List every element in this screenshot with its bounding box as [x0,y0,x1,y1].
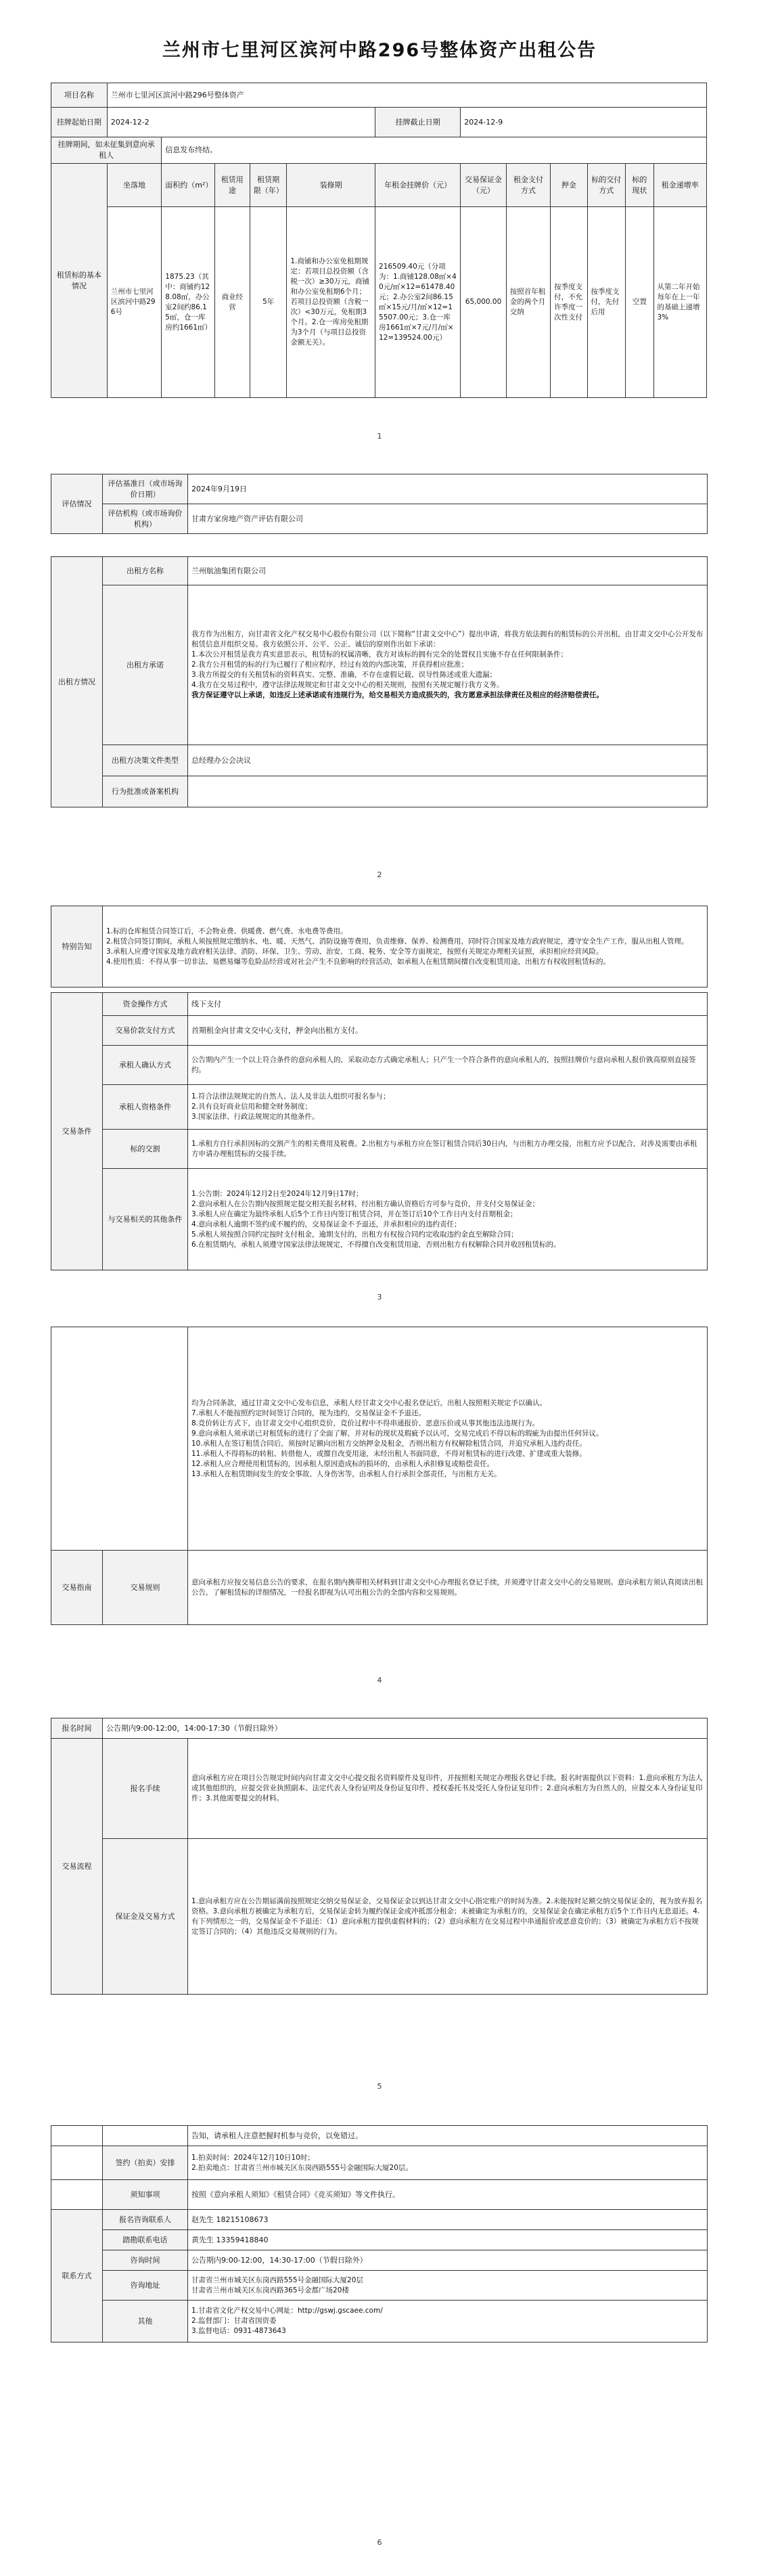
other-item: 2.监督部门：甘肃省国资委 [191,2317,277,2325]
apply-label: 报名手续 [103,1739,188,1839]
page-title: 兰州市七里河区滨河中路296号整体资产出租公告 [162,40,597,61]
blank-cell [51,2180,103,2210]
notice-label: 须知事项 [103,2180,188,2210]
continued-item: 8.竞价转让方式下，由甘肃文交中心组织竞价，竞价过程中不得串通报价、恶意压价或从事其他违法违规行为。 [191,1419,540,1427]
other-item: 3.监督电话：0931-4873643 [191,2327,286,2335]
sign-label: 签约（拍卖）安排 [103,2146,188,2180]
lessor-table [51,556,708,807]
eval-label: 评估情况 [51,474,103,534]
guide-label: 交易指南 [51,1551,103,1625]
deposit-mode-value: 1.意向承租方应在公告期届满前按照规定交纳交易保证金，交易保证金以到达甘肃文交中心指定账户的时间为准。2.未能按时足额交纳交易保证金的，视为放弃报名资格。3.意向承租方被确定为承租方后，交易保证金转为履约保证金或冲抵部分租金；未被确定为承租方的，交易保证金在确定承租方后5个工作日内无息退还。4.有下列情形之一的，交易保证金不予退还：（1）意向承租方提供虚假材料的；（2）意向承租方在交易过程中串通报价或恶意竞价的；（3）被确定为承租方后不按规定签订合同的；（4）其他违反交易规则的行为。 [188,1839,708,1995]
continued-item: 9.意向承租人须承诺已对租赁标的进行了全面了解，并对标的现状及瑕疵予以认可，交易完成后不得以标的瑕疵为由提出任何异议。 [191,1429,603,1438]
qual-label: 承租人资格条件 [103,1085,188,1130]
rule-label: 交易规则 [103,1551,188,1625]
page-number: 2 [377,870,382,879]
col-delivery: 标的交付方式 [587,164,626,207]
eval-date-label: 评估基准日（或市场询价日期） [103,474,188,504]
commit-item: 3.我方所提交的有关租赁标的资料真实、完整、准确，不存在虚假记载、误导性陈述或重大遗漏； [191,671,497,679]
contact-table [51,2125,708,2342]
basic-info-table [51,83,707,398]
cell-payment: 按照首年租金的两个月交纳 [506,207,550,398]
cell-decoration: 1.商铺和办公室免租期规定：若项目总投资额（含税一次）≥30万元，商铺和办公室免租期6个月；若项目总投资额（含税一次）<30万元，免租期3个月。2.仓一库房免租期为3个月（与项目总投资金额无关）。 [287,207,375,398]
qual-item: 1.符合法律法规规定的自然人、法人及非法人组织可报名参与； [191,1092,390,1101]
cell-status: 空置 [626,207,653,398]
fund-value: 线下支付 [188,993,708,1016]
project-name-value: 兰州市七里河区滨河中路296号整体资产 [107,83,706,108]
special-content [103,906,708,987]
other-cond-item: 1.公告期：2024年12月2日至2024年12月9日17时； [191,1189,363,1198]
start-date-value: 2024-12-2 [107,108,375,137]
cell-delivery: 按季度支付，先付后用 [587,207,626,398]
view-phone-label: 踏勘联系电话 [103,2230,188,2250]
qual-content [188,1085,708,1130]
eval-org-value: 甘肃方家房地产资产评估有限公司 [188,504,708,534]
sign-content [188,2146,708,2180]
other-cond-content [188,1169,708,1270]
end-date-value: 2024-12-9 [461,108,707,137]
continued-item: 13.承租人在租赁期间发生的安全事故、人身伤害等，由承租人自行承担全部责任，与出租方无关。 [191,1469,501,1478]
view-phone-value: 黄先生 13359418840 [188,2230,708,2250]
lessor-label: 出租方情况 [51,557,103,807]
special-item: 2.租赁合同签订期间，承租人须按照规定缴纳水、电、暖、天然气、消防设施等费用，负责维修、保养、检测费用，同时符合国家及地方政府规定，遵守安全生产工作，服从出租人管理。 [106,937,689,946]
col-payment: 租金支付方式 [506,164,550,207]
other-cond-item: 4.意向承租人逾期不签约或不履约的，交易保证金不予退还，并承担相应的违约责任； [191,1220,461,1228]
blank-cell [51,2146,103,2180]
trade-table [51,992,708,1270]
commit-item: 2.我方公开租赁的标的行为已履行了相应程序，经过有效的内部决策，并获得相应批准； [191,661,469,669]
lessee-confirm-value: 公告期内产生一个以上符合条件的意向承租人的，采取动态方式确定承租人；只产生一个符合条件的意向承租人的，按照挂牌价与意向承租人报价孰高原则直接签约。 [188,1046,708,1085]
intent-value: 信息发布终结。 [162,137,707,164]
other-item: 1.甘肃省文化产权交易中心网址：http://gswj.gscaee.com/ [191,2307,383,2315]
commit-label: 出租方承诺 [103,585,188,745]
continued-item: 10.承租人在签订租赁合同后，须按时足额向出租方交纳押金及租金，否则出租方有权解除租赁合同，并追究承租人违约责任。 [191,1439,586,1448]
cell-area: 1875.23（其中：商铺约128.08㎡，办公室2间约86.15㎡，仓一库房约1661㎡） [162,207,214,398]
continued-item: 均为合同条款，通过甘肃文交中心发布信息，承租人经甘肃文交中心报名登记后，出租人按照相关规定予以确认。 [191,1398,547,1407]
page-number: 6 [377,2538,382,2547]
reg-time-label: 报名时间 [51,1718,103,1739]
col-status: 标的现状 [626,164,653,207]
flow-table [51,1718,708,1995]
special-table [51,906,708,987]
other-content [188,2301,708,2342]
lessor-name-label: 出租方名称 [103,557,188,585]
basic-info-label: 租赁标的基本情况 [51,164,108,398]
decision-type-value: 总经理办公会决议 [188,745,708,776]
commit-item: 1.本次公开租赁是我方真实意思表示，租赁标的权属清晰，我方对该标的拥有完全的处置权且实施不存在任何限制条件； [191,650,568,659]
deliver-value: 1.承租方自行承担因标的交割产生的相关费用及税费。2.出租方与承租方应在签订租赁合同后30日内，与出租方办理交接，出租方应予以配合，对涉及需要由承租方申请办理租赁标的交接手续。 [188,1130,708,1169]
approval-value [188,776,708,807]
cell-pledge: 按季度支付，不允许季度一次性支付 [551,207,587,398]
deposit-mode-label: 保证金及交易方式 [103,1839,188,1995]
other-label: 其他 [103,2301,188,2342]
consult-addr-label: 咨询地址 [103,2271,188,2301]
special-item: 3.承租人应遵守国家及地方政府相关法律、消防、环保、卫生、劳动、治安、工商、税务、安全等方面规定，按照有关规定办理相关证照，承担相应经营风险。 [106,947,603,956]
col-location: 坐落地 [107,164,162,207]
pay-label: 交易价款支付方式 [103,1016,188,1046]
intent-label: 挂牌期间，如未征集到意向承租人 [51,137,162,164]
qual-item: 2.具有良好商业信用和健全财务制度； [191,1103,313,1111]
apply-value: 意向承租方应在项目公告规定时间内向甘肃文交中心提交报名资料原件及复印件，并按照相关规定办理报名登记手续。报名时需提供以下资料：1.意向承租方为法人或其他组织的，应提交营业执照副本、法定代表人身份证明及身份证复印件、授权委托书及受托人身份证复印件；2.意向承租方为自然人的，应提交本人身份证复印件；3.其他需要提交的材料。 [188,1739,708,1839]
continued-item: 12.承租人应合理使用租赁标的，因承租人原因造成标的损坏的，由承租人承担修复或赔偿责任。 [191,1459,495,1468]
cell-rent: 216509.40元（分项为：1.商铺128.08㎡×40元/㎡×12=61478.40元；2.办公室2间86.15㎡×15元/月/㎡×12=15507.00元；3.仓一库房1661㎡×7元/月/㎡×12=139524.00元） [375,207,461,398]
special-item: 1.标的仓库租赁合同签订后，不会物业费、供暖费、燃气费、水电费等费用。 [106,927,348,935]
cell-location: 兰州市七里河区滨河中路296号 [107,207,162,398]
lessor-name-value: 兰州航油集团有限公司 [188,557,708,585]
other-cond-item: 6.在租赁期内，承租人须遵守国家法律法规规定，不得擅自改变租赁用途，否则出租方有权解除合同并收回租赁标的。 [191,1240,561,1249]
special-item: 4.使用性质：不得从事一切非法、易燃易爆等危险品经营或对社会产生不良影响的经营活动，如承租人在租赁期间擅自改变租赁用途，出租方有权收回租赁标的。 [106,957,611,966]
reg-contact-value: 赵先生 18215108673 [188,2210,708,2230]
evaluation-table [51,474,708,534]
commit-content [188,585,708,745]
commit-intro: 我方作为出租方，向甘肃省文化产权交易中心股份有限公司（以下简称“甘肃文交中心”）提出申请，将我方依法拥有的租赁标的公开出租，由甘肃文交中心公开发布租赁信息并组织交易。我方依照公开、公平、公正、诚信的原则作出如下承诺： [191,630,704,648]
consult-time-label: 咨询时间 [103,2250,188,2271]
col-use: 租赁用途 [214,164,250,207]
consult-addr-content [188,2271,708,2301]
col-increase: 租金递增率 [653,164,706,207]
sign-item: 2.拍卖地点：甘肃省兰州市城关区东岗西路555号金融国际大厦20层。 [191,2163,413,2172]
consult-addr-line: 甘肃省兰州市城关区东岗西路555号金融国际大厦20层 [191,2275,363,2284]
commit-item: 4.我方在交易过程中，遵守法律法规规定和甘肃文交中心的相关规则，按照有关规定履行我方义务。 [191,681,504,689]
blank-cell [51,2126,103,2146]
pay-value: 首期租金向甘肃文交中心支付，押金向出租方支付。 [188,1016,708,1046]
page4-table [51,1327,708,1625]
page-number: 5 [377,2082,382,2091]
start-date-label: 挂牌起始日期 [51,108,108,137]
end-date-label: 挂牌截止日期 [375,108,461,137]
trade-label: 交易条件 [51,993,103,1270]
notice-value: 按照《意向承租人须知》《租赁合同》《竞买须知》等文件执行。 [188,2180,708,2210]
other-cond-label: 与交易相关的其他条件 [103,1169,188,1270]
blank-cell [103,2126,188,2146]
other-cond-item: 5.承租人须按照合同约定按时支付租金，逾期支付的，出租方有权按合同约定收取违约金直至解除合同； [191,1230,518,1239]
approval-label: 行为批准或备案机构 [103,776,188,807]
col-area: 面积约（m²） [162,164,214,207]
flow-label: 交易流程 [51,1739,103,1995]
col-deposit: 交易保证金（元） [461,164,507,207]
lessee-confirm-label: 承租人确认方式 [103,1046,188,1085]
eval-date-value: 2024年9月19日 [188,474,708,504]
cell-increase: 从第二年开始每年在上一年的基础上递增3% [653,207,706,398]
commit-bold: 我方保证遵守以上承诺，如违反上述承诺或有违规行为，给交易相关方造成损失的，我方愿意承担法律责任及相应的经济赔偿责任。 [191,691,603,699]
other-cond-item: 2.意向承租人在公告期内按照规定提交相关报名材料，经出租方确认资格后方可参与竞价，并支付交易保证金； [191,1199,540,1208]
col-decoration: 装修期 [287,164,375,207]
sign-item: 1.拍卖时间：2024年12月10日10时； [191,2153,315,2162]
col-rent: 年租金挂牌价（元） [375,164,461,207]
col-term: 租赁期限（年） [250,164,286,207]
col-pledge: 押金 [551,164,587,207]
project-name-label: 项目名称 [51,83,108,108]
page-number: 4 [377,1676,382,1685]
sign-intro: 告知，请承租人注意把握时机参与竞价，以免错过。 [188,2126,708,2146]
blank-cell [51,1327,188,1551]
qual-item: 3.国家法律、行政法规规定的其他条件。 [191,1113,319,1121]
rule-value: 意向承租方应按交易信息公告的要求，在报名期内携带相关材料到甘肃文交中心办理报名登记手续，并须遵守甘肃文交中心的交易规则。意向承租方须认真阅读出租公告，了解租赁标的详细情况，一经报名即视为认可出租公告的全部内容和交易规则。 [188,1551,708,1625]
decision-type-label: 出租方决策文件类型 [103,745,188,776]
cell-deposit: 65,000.00 [461,207,507,398]
contact-label: 联系方式 [51,2210,103,2342]
eval-org-label: 评估机构（或市场询价机构） [103,504,188,534]
special-label: 特别告知 [51,906,103,987]
consult-time-value: 公告期内9:00-12:00，14:30-17:00（节假日除外） [188,2250,708,2271]
cell-term: 5年 [250,207,286,398]
deliver-label: 标的交割 [103,1130,188,1169]
continued-content [188,1327,708,1551]
other-cond-item: 3.承租人应在确定为最终承租人后5个工作日内签订租赁合同，并在签订后10个工作日内支付首期租金； [191,1209,518,1218]
cell-use: 商业经营 [214,207,250,398]
reg-contact-label: 报名咨询联系人 [103,2210,188,2230]
page-number: 1 [377,432,382,441]
continued-item: 7.承租人不能按照约定时间签订合同的，视为违约，交易保证金不予退还。 [191,1408,426,1417]
consult-addr-line: 甘肃省兰州市城关区东岗西路365号金都广场20楼 [191,2286,349,2294]
reg-time-value: 公告期内9:00-12:00，14:00-17:30（节假日除外） [103,1718,708,1739]
page-number: 3 [377,1293,382,1302]
fund-label: 资金操作方式 [103,993,188,1016]
continued-item: 11.承租人不得将标的转租、转借他人，或擅自改变用途，未经出租人书面同意，不得对租赁标的进行改建、扩建或重大装修。 [191,1449,586,1458]
